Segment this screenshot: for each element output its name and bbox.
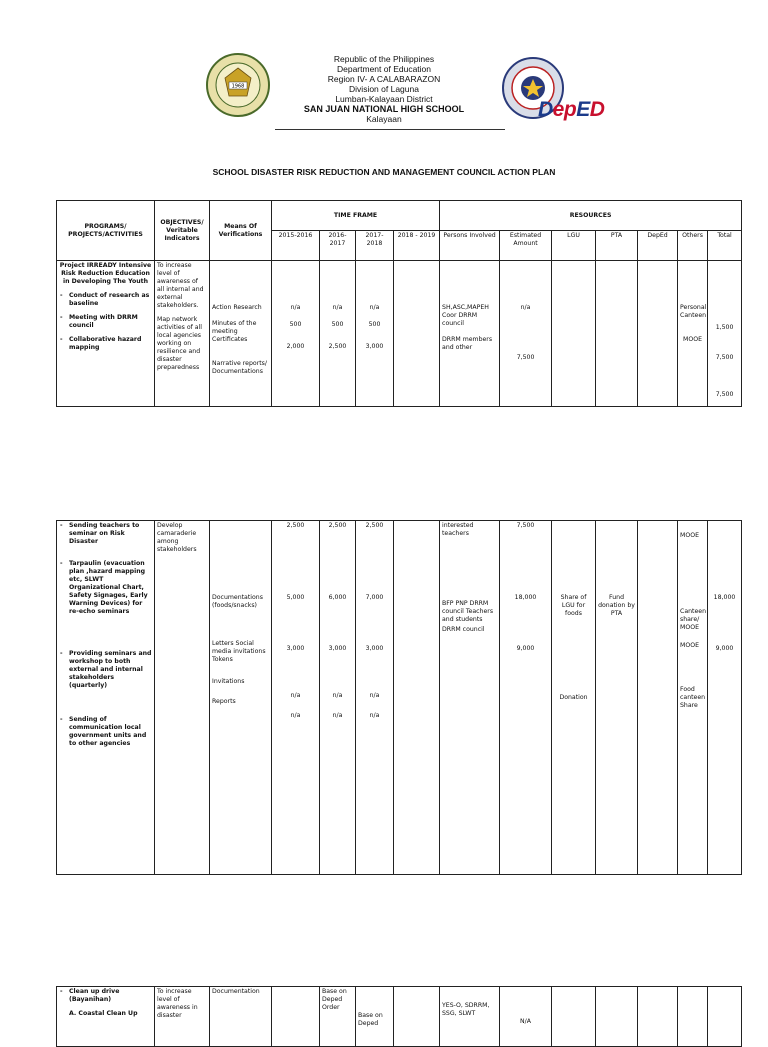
header-line-2: Department of Education	[336, 64, 432, 74]
others-text: Personal Canteen	[680, 304, 707, 319]
value: Base on Deped Order	[322, 988, 347, 1011]
year-2018-header: 2018 - 2019	[394, 231, 440, 261]
persons-text: BFP PNP DRRM council Teachers and students	[442, 600, 494, 623]
letterhead	[0, 0, 768, 140]
year-cell	[320, 261, 356, 407]
total-header: Total	[708, 231, 742, 261]
value: 2,500	[365, 522, 384, 529]
value: 7,500	[715, 391, 734, 398]
value: 18,000	[713, 594, 736, 601]
action-plan-table-2	[56, 520, 742, 875]
lgu-text: Share of LGU for foods	[560, 594, 587, 617]
value: n/a	[332, 712, 343, 719]
total-cell	[708, 261, 742, 407]
activity-subitem: A. Coastal Clean Up	[69, 1010, 138, 1017]
value: 9,000	[715, 645, 734, 652]
value: n/a	[332, 304, 343, 311]
lgu-header: LGU	[552, 231, 596, 261]
programs-cell	[57, 987, 155, 1047]
value: 6,000	[328, 594, 347, 601]
activity-item: - Clean up drive (Bayanihan)	[69, 988, 152, 1004]
value: 3,000	[365, 343, 384, 350]
means-text: Documentation	[212, 988, 260, 995]
others-text: MOOE	[680, 532, 699, 539]
value: 3,000	[286, 645, 305, 652]
others-cell	[678, 261, 708, 407]
others-text: MOOE	[680, 642, 699, 649]
persons-text: YES-O, SDRRM, SSG, SLWT	[442, 1002, 490, 1017]
year-cell	[394, 261, 440, 407]
lgu-cell	[552, 987, 596, 1047]
means-cell	[210, 261, 272, 407]
value: n/a	[290, 712, 301, 719]
others-text: Canteen share/ MOOE	[680, 608, 706, 631]
value: 2,500	[328, 343, 347, 350]
means-text: Action Research	[212, 304, 262, 311]
others-text: MOOE	[683, 336, 703, 343]
total-cell	[708, 521, 742, 875]
pta-cell	[596, 261, 638, 407]
time-frame-header: TIME FRAME	[272, 201, 440, 231]
persons-cell	[440, 261, 500, 407]
persons-text: DRRM council	[442, 626, 485, 633]
objective-text: To increase level of awareness of all internal and external stakeholders.	[157, 262, 204, 309]
value: n/a	[369, 692, 380, 699]
col-objectives-header: OBJECTIVES/ Veritable Indicators	[155, 201, 210, 261]
means-text: Documentations (foods/snacks)	[212, 594, 263, 609]
persons-text: SH,ASC,MAPEH Coor DRRM council	[442, 304, 489, 327]
year-cell	[356, 987, 394, 1047]
estimated-header: Estimated Amount	[500, 231, 552, 261]
means-text: Reports	[212, 698, 236, 705]
year-2015-header: 2015-2016	[272, 231, 320, 261]
activity-item: - Meeting with DRRM council	[69, 314, 152, 330]
year-cell	[320, 987, 356, 1047]
value: 3,000	[328, 645, 347, 652]
activity-item: - Providing seminars and workshop to both external and internal stakeholders (quarterly)	[69, 650, 152, 690]
estimated-cell	[500, 521, 552, 875]
year-2016-header: 2016-2017	[320, 231, 356, 261]
year-cell	[272, 521, 320, 875]
value: 7,500	[516, 354, 535, 361]
activity-item: - Tarpaulin (evacuation plan ,hazard mapping etc, SLWT Organizational Chart, Safety Signages, Early Warning Devices) for re-echo seminars	[69, 560, 152, 616]
year-cell	[272, 987, 320, 1047]
value: 2,500	[286, 522, 305, 529]
value: 1,500	[715, 324, 734, 331]
means-cell	[210, 521, 272, 875]
header-line-1: Republic of the Philippines	[333, 54, 435, 64]
lgu-cell	[552, 521, 596, 875]
letterhead-text	[260, 54, 508, 124]
activity-item: - Sending teachers to seminar on Risk Disaster	[69, 522, 152, 546]
value: 7,000	[365, 594, 384, 601]
seal-year: 1968	[231, 83, 245, 90]
objectives-cell	[155, 521, 210, 875]
pta-cell	[596, 987, 638, 1047]
activity-item: - Conduct of research as baseline	[69, 292, 152, 308]
lgu-text: Donation	[559, 694, 588, 701]
objectives-cell	[155, 261, 210, 407]
value: Base on Deped	[358, 1012, 383, 1027]
lgu-cell	[552, 261, 596, 407]
activity-item: - Collaborative hazard mapping	[69, 336, 152, 352]
persons-text: DRRM members and other	[442, 336, 493, 351]
objective-text: To increase level of awareness in disaster	[157, 988, 198, 1019]
objective-text: Develop camaraderie among stakeholders	[157, 522, 197, 553]
document-title: SCHOOL DISASTER RISK REDUCTION AND MANAGEMENT COUNCIL ACTION PLAN	[212, 167, 556, 177]
header-line-5: Lumban-Kalayaan District	[335, 94, 433, 104]
means-text: Narrative reports/ Documentations	[212, 360, 267, 375]
value: 3,000	[365, 645, 384, 652]
objective-text: Map network activities of all local agencies working on resilience and disaster preparedness	[157, 316, 203, 371]
persons-text: interested teachers	[442, 522, 474, 537]
estimated-cell	[500, 987, 552, 1047]
value: n/a	[369, 304, 380, 311]
col-programs-header: PROGRAMS/ PROJECTS/ACTIVITIES	[57, 201, 155, 261]
action-plan-table-1	[56, 200, 742, 407]
col-means-header: Means Of Verifications	[210, 201, 272, 261]
year-cell	[356, 261, 394, 407]
value: 2,500	[328, 522, 347, 529]
means-text: Letters Social media invitations Tokens	[212, 640, 266, 663]
value: 2,000	[286, 343, 305, 350]
value: 500	[368, 321, 381, 328]
total-cell	[708, 987, 742, 1047]
programs-cell	[57, 521, 155, 875]
others-text: Food canteen Share	[680, 686, 706, 709]
value: 9,000	[516, 645, 535, 652]
persons-cell	[440, 987, 500, 1047]
others-cell	[678, 521, 708, 875]
deped-cell	[638, 521, 678, 875]
deped-header: DepEd	[638, 231, 678, 261]
pta-header: PTA	[596, 231, 638, 261]
others-header: Others	[678, 231, 708, 261]
deped-cell	[638, 261, 678, 407]
school-name: SAN JUAN NATIONAL HIGH SCHOOL	[303, 104, 465, 114]
header-line-4: Division of Laguna	[349, 84, 419, 94]
value: n/a	[520, 304, 531, 311]
action-plan-table-3	[56, 986, 742, 1047]
year-cell	[320, 521, 356, 875]
year-cell	[394, 521, 440, 875]
means-text: Invitations	[212, 678, 245, 685]
means-text: Minutes of the meeting Certificates	[212, 320, 257, 343]
value: 7,500	[516, 522, 535, 529]
deped-logo: DepED	[538, 98, 605, 121]
year-cell	[356, 521, 394, 875]
value: 500	[331, 321, 344, 328]
value: 500	[289, 321, 302, 328]
value: 5,000	[286, 594, 305, 601]
year-2017-header: 2017-2018	[356, 231, 394, 261]
deped-cell	[638, 987, 678, 1047]
resources-header: RESOURCES	[440, 201, 742, 231]
value: n/a	[332, 692, 343, 699]
year-cell	[394, 987, 440, 1047]
programs-cell	[57, 261, 155, 407]
objectives-cell	[155, 987, 210, 1047]
value: 18,000	[514, 594, 537, 601]
value: N/A	[520, 1018, 531, 1025]
pta-cell	[596, 521, 638, 875]
others-cell	[678, 987, 708, 1047]
means-cell	[210, 987, 272, 1047]
header-divider	[275, 129, 505, 130]
value: 7,500	[715, 354, 734, 361]
project-name: Project IRREADY Intensive Risk Reduction Education in Developing The Youth	[59, 262, 152, 285]
estimated-cell	[500, 261, 552, 407]
school-place: Kalayaan	[366, 114, 402, 124]
value: n/a	[290, 304, 301, 311]
value: n/a	[369, 712, 380, 719]
value: n/a	[290, 692, 301, 699]
pta-text: Fund donation by PTA	[598, 594, 635, 617]
persons-cell	[440, 521, 500, 875]
header-line-3: Region IV- A CALABARAZON	[327, 74, 441, 84]
year-cell	[272, 261, 320, 407]
activity-item: - Sending of communication local government units and to other agencies	[69, 716, 152, 748]
persons-header: Persons Involved	[440, 231, 500, 261]
